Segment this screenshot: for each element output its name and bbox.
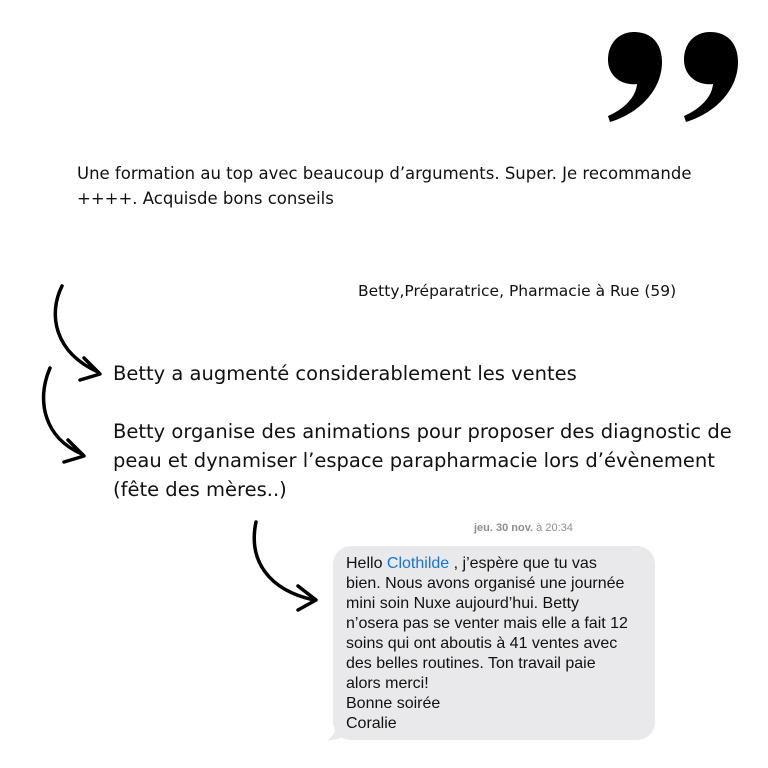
message-line: soins qui ont aboutis à 41 ventes avec — [346, 635, 618, 652]
curved-arrow-icon — [38, 366, 98, 466]
quote-icon — [604, 30, 740, 122]
message-greeting: Hello — [346, 555, 383, 572]
curved-arrow-icon — [244, 520, 324, 612]
contact-mention[interactable]: Clothilde — [386, 555, 450, 572]
message-line: Bonne soirée — [346, 695, 441, 712]
message-line: n’osera pas se venter mais elle a fait 12 — [346, 615, 628, 632]
message-line: Coralie — [346, 715, 397, 732]
outcome-sales-increase: Betty a augmenté considerablement les ventes — [113, 362, 577, 385]
message-line: mini soin Nuxe aujourd’hui. Betty — [346, 595, 580, 612]
message-line: bien. Nous avons organisé une journée — [346, 575, 625, 592]
message-bubble — [333, 546, 655, 740]
message-line: Hello Clothilde , j’espère que tu vas — [346, 555, 597, 572]
message-line: alors merci! — [346, 675, 429, 692]
outcome-animations: Betty organise des animations pour proposer des diagnostic de peau et dynamiser l’espace parapharmacie lors d’évènement (fête des mères..) — [113, 420, 732, 501]
message-line: des belles routines. Ton travail paie — [346, 655, 596, 672]
message-timestamp: jeu. 30 nov. à 20:34 — [474, 522, 573, 534]
testimonial-quote: Une formation au top avec beaucoup d’arguments. Super. Je recommande ++++. Acquisde bons conseils — [77, 164, 692, 208]
testimonial-author: Betty,Préparatrice, Pharmacie à Rue (59) — [358, 282, 677, 300]
